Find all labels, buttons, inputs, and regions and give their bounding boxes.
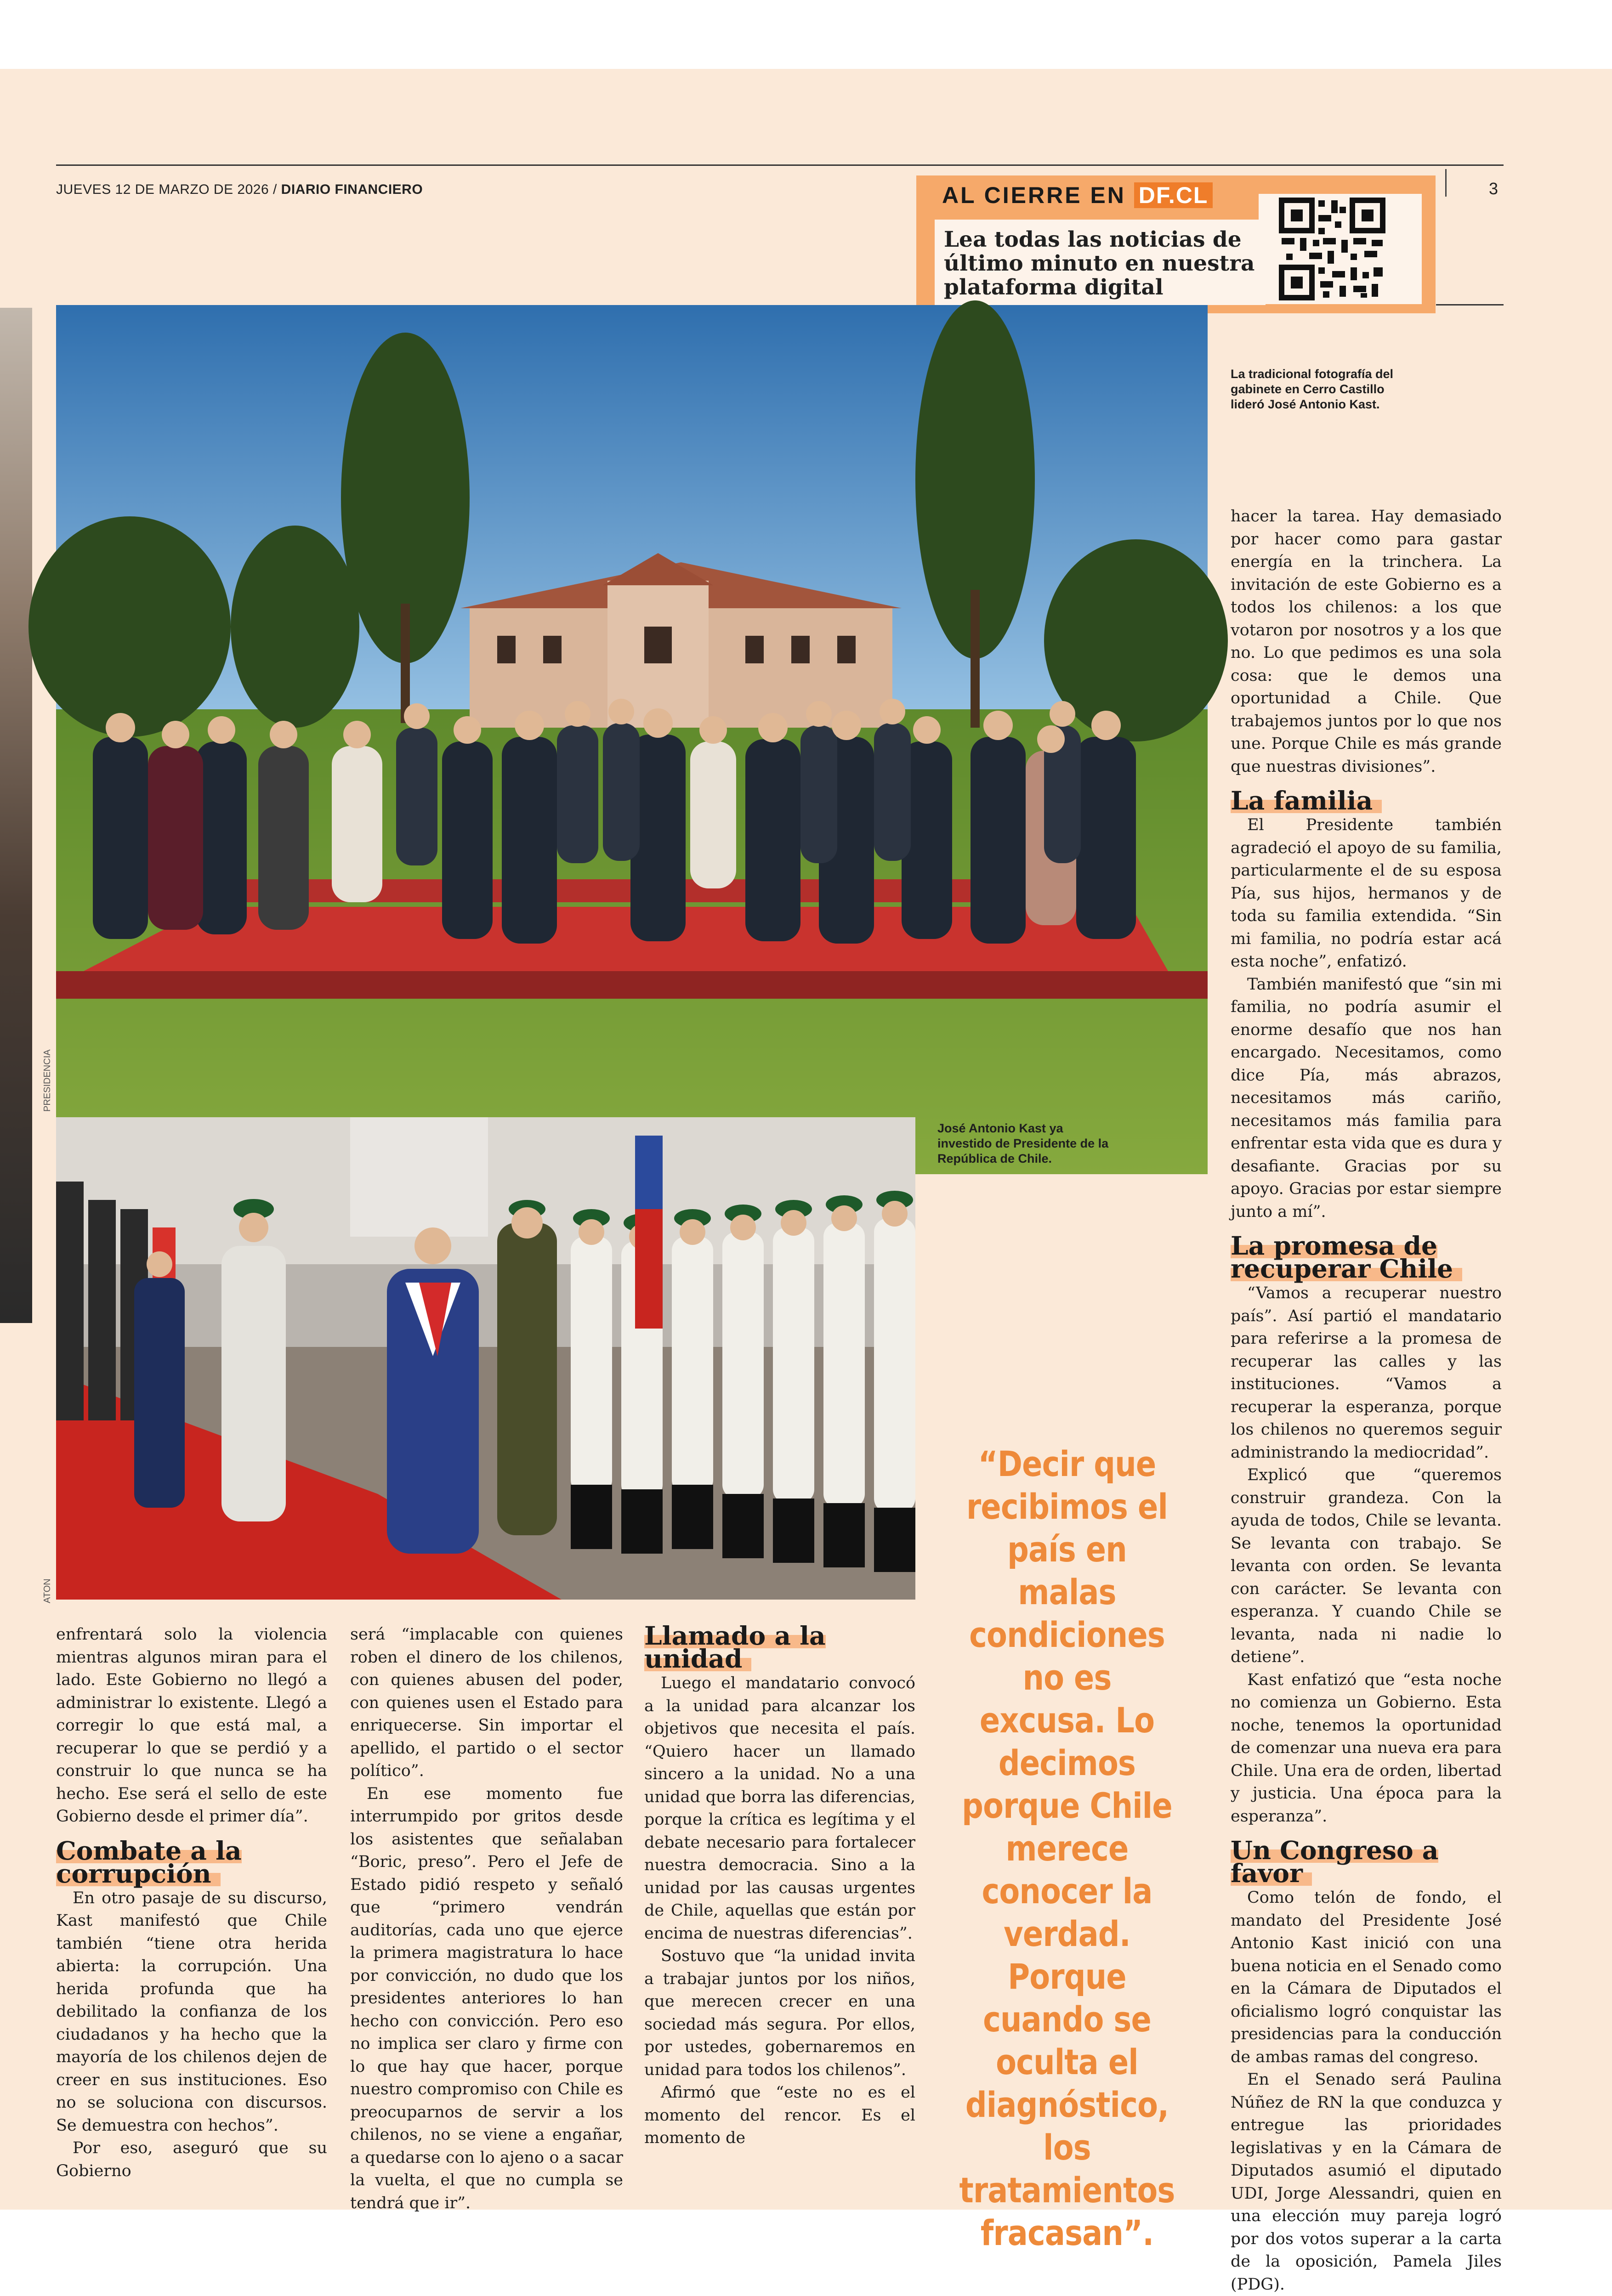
- promo-text: Lea todas las noticias de último minuto en nuestra plataforma digital: [944, 227, 1255, 300]
- subhead-text: Un Congreso a favor: [1231, 1835, 1439, 1888]
- promo-tab-label: AL CIERRE EN: [942, 182, 1134, 208]
- caption-investiture-photo: José Antonio Kast ya investido de Presidente de la República de Chile.: [937, 1121, 1109, 1165]
- subhead-text: Combate a la corrupción: [56, 1835, 242, 1889]
- qr-code-icon: [1259, 194, 1422, 304]
- paragraph: También manifestó que “sin mi familia, no podría asumir el enorme desafío que nos han encargado. Necesitamos, como dice Pía, más abrazos, necesitamos más cariño, necesitamos más familia para enfrentar esta vida que es dura y desafiante. Gracias por su apoyo. Gracias por estar siempre junto a mí”.: [1231, 975, 1502, 1221]
- paragraph: En ese momento fue interrumpido por gritos desde los asistentes que señalaban “Boric, preso”. Pero el Jefe de Estado pidió respeto y señaló que “primero vendrán auditorías, cada uno que ejerce la primera magistratura lo hace por convicción, no dudo que los presidentes anteriores lo han hecho con convicción. Pero eso no implica ser claro y firme con lo que hay que hacer, porque nuestro compromiso con Chile es preocuparnos de servir a los chilenos, no se viene a engañar, a quedarse con lo ajeno o a sacar la vuelta, el que no cumpla se tendrá que ir”.: [350, 1784, 623, 2212]
- qr-code[interactable]: [1259, 194, 1422, 304]
- subhead-text: La familia: [1231, 786, 1382, 815]
- photo-credit-bottom: ATON: [42, 1578, 52, 1603]
- paragraph: En el Senado será Paulina Núñez de RN la que conduzca y entregue las prioridades legislativas y en la Cámara de Diputados asumió el diputado UDI, Jorge Alessandri, quien en una elección muy pareja logró por dos votos superar a la carta de la oposición, Pamela Jiles (PDG).: [1231, 2070, 1502, 2294]
- page-number: 3: [1489, 179, 1498, 198]
- investiture-photo: [56, 1117, 915, 1600]
- pull-quote: “Decir que recibimos el país en malas condiciones no es excusa. Lo decimos porque Chile merece conocer la verdad. Porque cuando se oculta el diagnóstico, los tratamientos fracasan”.: [959, 1443, 1175, 2253]
- paragraph: En otro pasaje de su discurso, Kast manifestó que Chile también “tiene otra herida abierta: la corrupción. Una herida profunda que ha debilitado la confianza de los ciudadanos y ha hecho que la mayoría de los chilenos dejen de creer en sus instituciones. Eso no se soluciona con discursos. Se demuestra con hechos”.: [56, 1889, 327, 2135]
- paragraph: Como telón de fondo, el mandato del Presidente José Antonio Kast inició con una buena noticia en el Senado como en la Cámara de Diputados el oficialismo logró conquistar las presidencias para la conducción de ambas ramas del congreso.: [1231, 1889, 1502, 2066]
- page-header: [56, 182, 423, 198]
- promo-box[interactable]: [916, 175, 1436, 313]
- left-edge-photo-strip: [0, 308, 32, 1323]
- article-column-4: [1231, 505, 1502, 2296]
- paragraph: hacer la tarea. Hay demasiado por hacer como para gastar energía en la trinchera. La invitación de este Gobierno es a todos los chilenos: a los que votaron por nosotros y a los que no. Lo que pedimos es una sola cosa: que le demos una oportunidad a Chile. Que trabajemos juntos por lo que nos une. Porque Chile es más grande que nuestras divisiones”.: [1231, 507, 1502, 776]
- paragraph: Sostuvo que “la unidad invita a trabajar juntos por los niños, que merecen crecer en una sociedad más segura. Por ellos, por ustedes, gobernaremos en unidad para todos los chilenos”.: [644, 1947, 915, 2079]
- paragraph: Por eso, aseguró que su Gobierno: [56, 2139, 327, 2180]
- paragraph: Afirmó que “este no es el momento del rencor. Es el momento de: [644, 2083, 915, 2147]
- promo-tab: [921, 179, 1252, 211]
- paragraph: El Presidente también agradeció el apoyo de su familia, particularmente el de su esposa Pía, sus hijos, hermanos y de toda su familia extendida. “Sin mi familia, no podría estar acá esta noche”, enfatizó.: [1231, 816, 1502, 971]
- paragraph: enfrentará solo la violencia mientras algunos miran para el lado. Este Gobierno no llegó a administrar lo existente. Llegó a corregir lo que está mal, a recuperar lo que se perdió y a construir lo que nunca se ha hecho. Ese será el sello de este Gobierno desde el primer día”.: [56, 1625, 327, 1826]
- promo-card: [935, 220, 1266, 305]
- subhead-congreso: [1231, 1835, 1502, 1888]
- subhead-familia: [1231, 786, 1502, 815]
- header-publication: DIARIO FINANCIERO: [281, 182, 423, 197]
- subhead-text: La promesa de recuperar Chile: [1231, 1231, 1462, 1284]
- article-column-2: [350, 1623, 623, 2215]
- subhead-text: Llamado a la unidad: [644, 1621, 826, 1674]
- photo-credit-top: PRESIDENCIA: [42, 1049, 52, 1112]
- newspaper-page: [0, 69, 1612, 2294]
- header-separator: [1445, 169, 1447, 197]
- header-rule: [56, 164, 1504, 166]
- cabinet-photo: [56, 305, 1208, 1174]
- subhead-combate: [56, 1835, 327, 1889]
- paragraph: será “implacable con quienes roben el dinero de los chilenos, con quienes abusen del poder, con quienes usen el Estado para enriquecerse. Sin importar el apellido, el partido o el sector político”.: [350, 1625, 623, 1780]
- paragraph: “Vamos a recuperar nuestro país”. Así partió el mandatario para referirse a la promesa de recuperar las calles y las instituciones. “Vamos a recuperar la esperanza, porque los chilenos no queremos seguir administrando la mediocridad”.: [1231, 1284, 1502, 1462]
- article-column-3: [644, 1623, 915, 2150]
- subhead-promesa: [1231, 1231, 1502, 1284]
- paragraph: Kast enfatizó que “esta noche no comienza un Gobierno. Esta noche, tenemos la oportunidad de comenzar una nueva era para Chile. Una era de orden, libertad y justicia. Una época para la esperanza”.: [1231, 1670, 1502, 1826]
- caption-cabinet-photo: La tradicional fotografía del gabinete en Cerro Castillo lideró José Antonio Kast.: [1231, 367, 1394, 411]
- side-rule: [1436, 304, 1504, 305]
- promo-brand: DF.CL: [1134, 182, 1213, 208]
- paragraph: Explicó que “queremos construir grandeza. Con la ayuda de todos, Chile se levanta. Se levanta con trabajo. Se levanta con orden. Se levanta con carácter. Se levanta con esperanza. Y cuando Chile se levanta, nada ni nadie lo detiene”.: [1231, 1466, 1502, 1666]
- header-date: JUEVES 12 DE MARZO DE 2026 /: [56, 182, 281, 197]
- subhead-unidad: [644, 1621, 915, 1674]
- article-column-1: [56, 1623, 327, 2183]
- paragraph: Luego el mandatario convocó a la unidad para alcanzar los objetivos que necesita el país. “Quiero hacer un llamado sincero a la unidad. No a una unidad que borra las diferencias, porque la crítica es legítima y el debate necesario para fortalecer nuestra democracia. Sino a la unidad por las causas urgentes de Chile, aquellas que están por encima de nuestras diferencias”.: [644, 1674, 915, 1943]
